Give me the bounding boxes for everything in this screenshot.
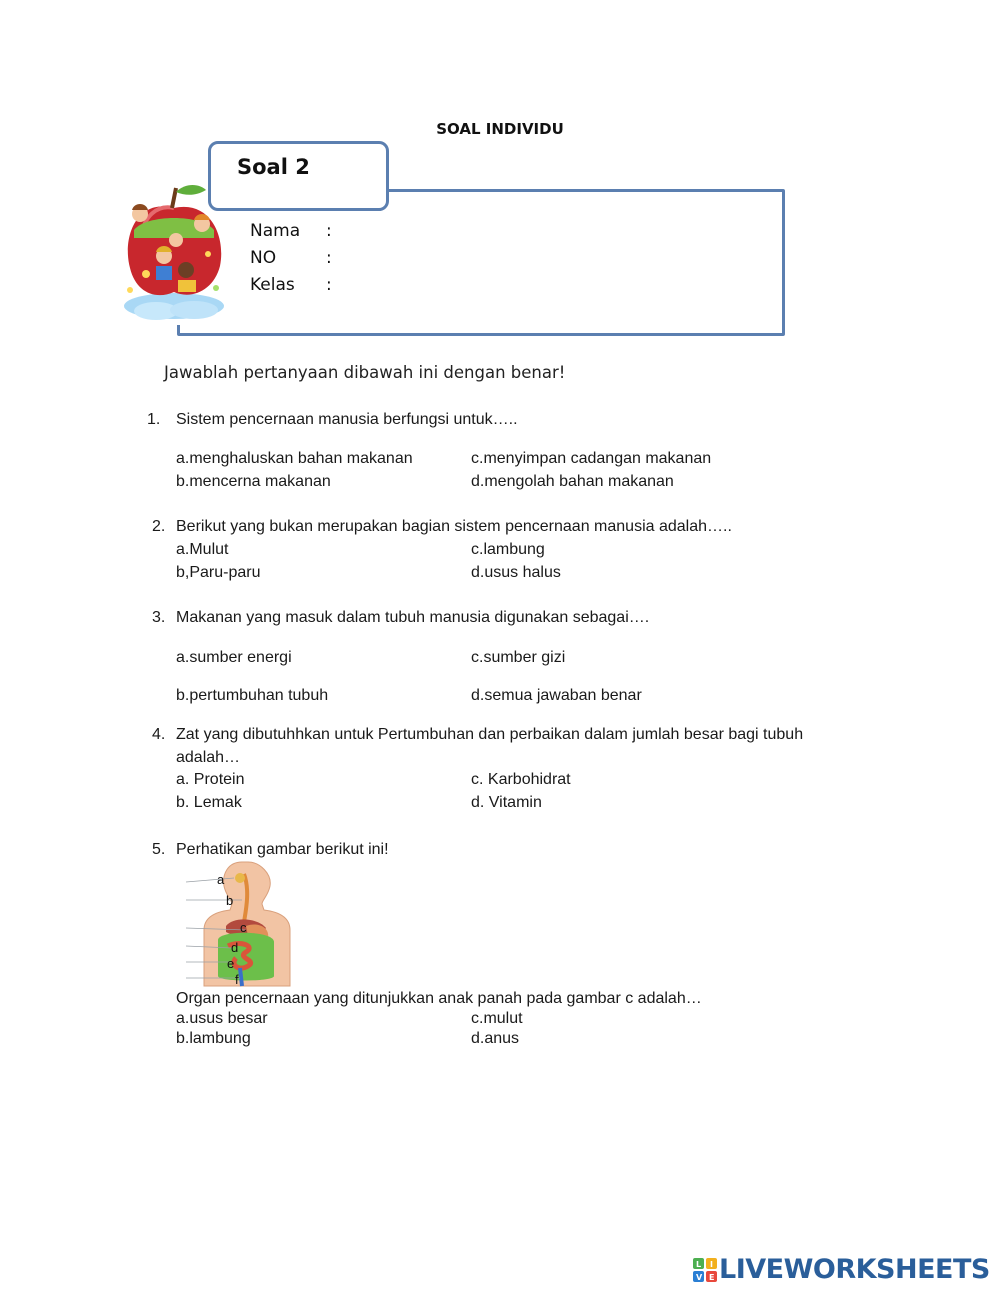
figure-label-f: f xyxy=(235,972,239,987)
option-b[interactable]: b.lambung xyxy=(176,1030,251,1047)
question-text: Berikut yang bukan merupakan bagian sistem pencernaan manusia adalah….. xyxy=(176,518,732,535)
name-colon: : xyxy=(326,221,332,241)
question-number: 1. xyxy=(147,411,161,428)
option-c[interactable]: c.lambung xyxy=(471,541,545,558)
question-text: Perhatikan gambar berikut ini! xyxy=(176,841,389,858)
option-a[interactable]: a.sumber energi xyxy=(176,649,292,666)
option-d[interactable]: d.anus xyxy=(471,1030,520,1047)
question-text-line1: Zat yang dibutuhhkan untuk Pertumbuhan dan perbaikan dalam jumlah besar bagi tubuh xyxy=(176,726,804,743)
soal-number: Soal 2 xyxy=(237,155,310,179)
figure-label-e: e xyxy=(227,956,235,971)
figure-label-b: b xyxy=(226,893,234,908)
option-a[interactable]: a.Mulut xyxy=(176,541,229,558)
option-a[interactable]: a.menghaluskan bahan makanan xyxy=(176,450,413,467)
svg-text:E: E xyxy=(709,1272,715,1282)
option-b[interactable]: b. Lemak xyxy=(176,794,242,811)
question-subtext: Organ pencernaan yang ditunjukkan anak panah pada gambar c adalah… xyxy=(176,990,702,1007)
class-label: Kelas xyxy=(250,275,295,295)
question-number: 5. xyxy=(152,841,166,858)
page-title: SOAL INDIVIDU xyxy=(436,120,564,138)
option-c[interactable]: c.menyimpan cadangan makanan xyxy=(471,450,712,467)
figure-label-a: a xyxy=(217,872,225,887)
question-number: 4. xyxy=(152,726,166,743)
option-b[interactable]: b,Paru-paru xyxy=(176,564,261,581)
option-d[interactable]: d.mengolah bahan makanan xyxy=(471,473,674,490)
number-label: NO xyxy=(250,248,277,268)
instruction: Jawablah pertanyaan dibawah ini dengan benar! xyxy=(164,363,566,382)
option-d[interactable]: d.usus halus xyxy=(471,564,561,581)
option-c[interactable]: c. Karbohidrat xyxy=(471,771,571,788)
option-c[interactable]: c.mulut xyxy=(471,1010,523,1027)
option-a[interactable]: a. Protein xyxy=(176,771,245,788)
class-colon: : xyxy=(326,275,332,295)
liveworksheets-logo xyxy=(693,1254,990,1285)
option-b[interactable]: b.pertumbuhan tubuh xyxy=(176,687,329,704)
svg-text:I: I xyxy=(710,1259,713,1269)
liveworksheets-wordmark: LIVEWORKSHEETS xyxy=(719,1254,990,1285)
option-d[interactable]: d.semua jawaban benar xyxy=(471,687,642,704)
liveworksheets-icon xyxy=(693,1258,717,1282)
option-d[interactable]: d. Vitamin xyxy=(471,794,542,811)
option-c[interactable]: c.sumber gizi xyxy=(471,649,566,666)
number-colon: : xyxy=(326,248,332,268)
option-b[interactable]: b.mencerna makanan xyxy=(176,473,331,490)
name-label: Nama xyxy=(250,221,301,241)
svg-text:V: V xyxy=(696,1272,703,1282)
svg-text:L: L xyxy=(696,1259,702,1269)
question-number: 3. xyxy=(152,609,166,626)
question-number: 2. xyxy=(152,518,166,535)
question-text-line2: adalah… xyxy=(176,749,241,766)
question-text: Makanan yang masuk dalam tubuh manusia digunakan sebagai…. xyxy=(176,609,650,626)
figure-label-c: c xyxy=(240,920,247,935)
question-text: Sistem pencernaan manusia berfungsi untuk….. xyxy=(176,411,518,428)
figure-label-d: d xyxy=(231,940,239,955)
option-a[interactable]: a.usus besar xyxy=(176,1010,268,1027)
